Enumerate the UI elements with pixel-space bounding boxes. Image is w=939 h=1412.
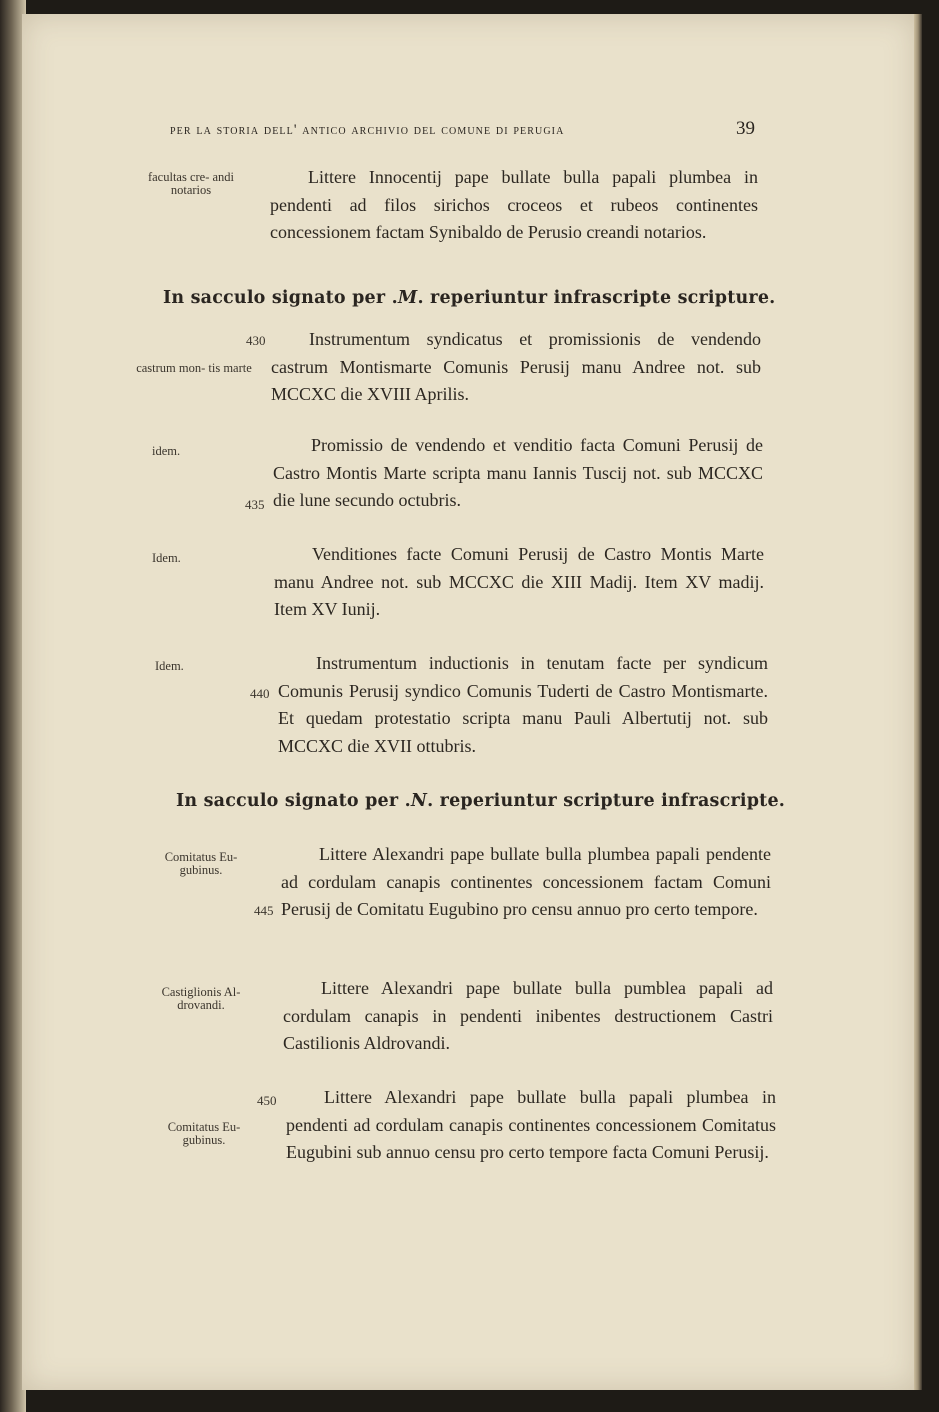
- heading-prefix: In sacculo signato per .: [176, 791, 411, 811]
- line-number: 440: [250, 686, 270, 701]
- entry-text: Promissio de vendendo et venditio facta Comuni Perusij de Castro Montis Marte scripta manu Iannis Tuscij not. sub MCCXC die lune secundo octubris.: [273, 435, 763, 510]
- page-edge: [914, 14, 922, 1390]
- margin-note: Idem.: [152, 551, 181, 565]
- margin-note: Castiglionis Al- drovandi.: [161, 985, 241, 1012]
- entry-text: Venditiones facte Comuni Perusij de Castro Montis Marte manu Andree not. sub MCCXC die XIII Madij. Item XV madij. Item XV Iunij.: [274, 544, 764, 619]
- page-number: 39: [736, 118, 755, 139]
- entry-paragraph: [271, 326, 761, 409]
- running-head: [170, 122, 760, 139]
- entry-paragraph: [278, 650, 768, 760]
- line-number: 450: [257, 1093, 277, 1108]
- entry-paragraph: [274, 541, 764, 624]
- margin-note: facultas cre- andi notarios: [147, 170, 235, 197]
- entry-paragraph: [273, 432, 763, 515]
- entry-text: Instrumentum syndicatus et promissionis de vendendo castrum Montismarte Comunis Perusij manu Andree not. sub MCCXC die XVIII Aprilis.: [271, 329, 761, 404]
- heading-letter: M: [397, 288, 418, 308]
- heading-suffix: . reperiuntur infrascripte scripture.: [417, 288, 776, 308]
- entry-text: Littere Alexandri pape bullate bulla plumbea papali pendente ad cordulam canapis continentes concessionem factam Comuni Perusij de Comitatu Eugubino pro censu annuo pro certo tempore.: [281, 844, 771, 919]
- running-title: per la storia dell' antico archivio del comune di perugia: [170, 122, 565, 138]
- margin-note: Comitatus Eu- gubinus.: [164, 850, 238, 877]
- margin-note: Comitatus Eu- gubinus.: [167, 1120, 241, 1147]
- heading-suffix: . reperiuntur scripture infrascripte.: [427, 791, 786, 811]
- entry-text: Littere Alexandri pape bullate bulla papali plumbea in pendenti ad cordulam canapis continentes concessionem Comitatus Eugubini sub annuo censu pro certo tempore facta Comuni Perusij.: [286, 1087, 776, 1162]
- entry-text: Littere Innocentij pape bullate bulla papali plumbea in pendenti ad filos sirichos croceos et rubeos continentes concessionem factam Synibaldo de Perusio creandi notarios.: [270, 167, 758, 242]
- line-number: 445: [254, 903, 274, 918]
- entry-paragraph: [283, 975, 773, 1058]
- margin-note: castrum mon- tis marte: [136, 361, 252, 375]
- entry-text: Instrumentum inductionis in tenutam facte per syndicum Comunis Perusij syndico Comunis Tuderti de Castro Montismarte. Et quedam protestatio scripta manu Pauli Albertutij not. sub MCCXC die XVII ottubris.: [278, 653, 768, 756]
- entry-paragraph: [281, 841, 771, 924]
- section-heading: [163, 288, 775, 308]
- line-number: 430: [246, 333, 266, 348]
- entry-paragraph: [286, 1084, 776, 1167]
- entry-text: Littere Alexandri pape bullate bulla pumblea papali ad cordulam canapis in pendenti inibentes destructionem Castri Castilionis Aldrovandi.: [283, 978, 773, 1053]
- line-number: 435: [245, 497, 265, 512]
- entry-paragraph: [270, 164, 758, 247]
- margin-note: Idem.: [155, 659, 184, 673]
- margin-note: idem.: [152, 444, 181, 458]
- heading-letter: N: [410, 791, 428, 811]
- heading-prefix: In sacculo signato per .: [163, 288, 398, 308]
- section-heading: [176, 791, 785, 811]
